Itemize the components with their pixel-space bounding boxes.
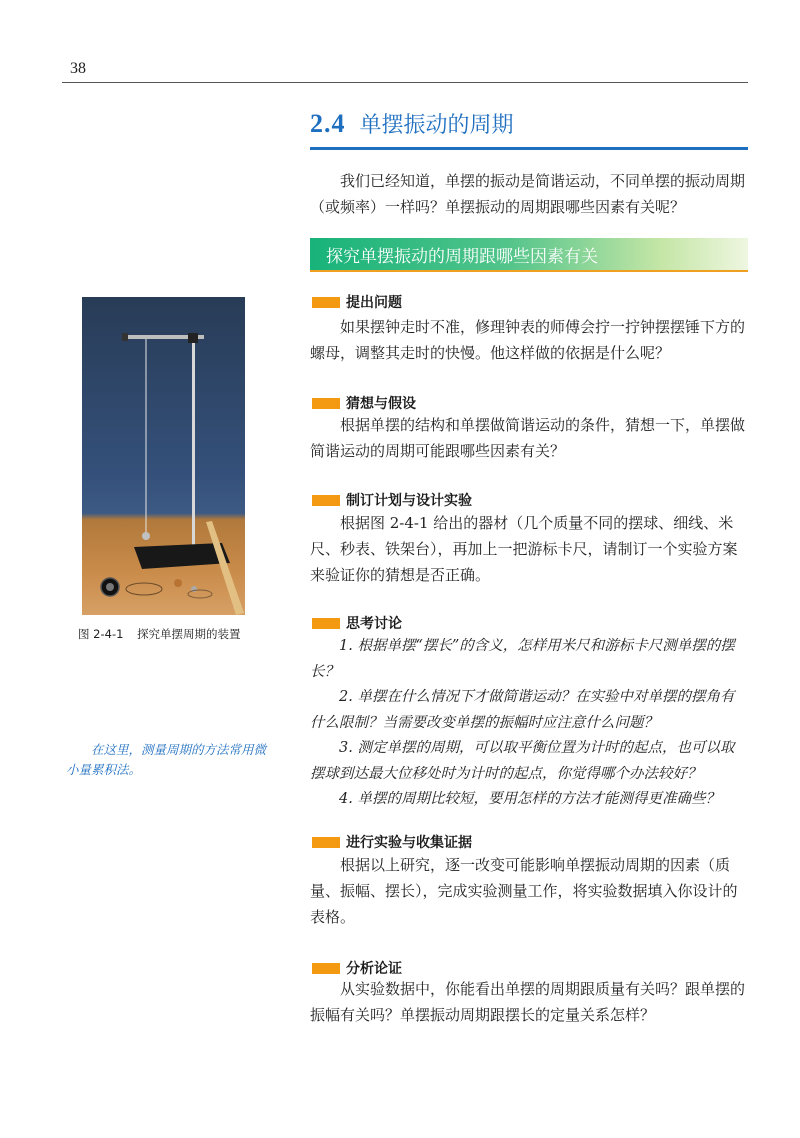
activity-banner-title: 探究单摆振动的周期跟哪些因素有关 [326,246,598,267]
intro-paragraph: 我们已经知道，单摆的振动是简谐运动，不同单摆的振动周期（或频率）一样吗？单摆振动的周期跟哪些因素有关呢？ [310,172,746,216]
pendulum-apparatus-illustration [82,297,245,615]
figure-number: 图 2-4-1 [78,627,124,641]
subhead-marker-icon [312,297,340,308]
activity-banner [310,238,748,272]
figure-caption-text: 探究单摆周期的装置 [137,627,241,641]
discussion-item: 4. 单摆的周期比较短，要用怎样的方法才能测得更准确些？ [339,791,720,807]
subhead-marker-icon [312,495,340,506]
discussion-item: 3. 测定单摆的周期，可以取平衡位置为计时的起点，也可以取摆球到达最大位移处时为计时的起点，你觉得哪个办法较好？ [310,740,735,782]
section-number: 2.4 [310,109,346,138]
step-paragraph: 根据图 2-4-1 给出的器材（几个质量不同的摆球、细线、米尺、秒表、铁架台），再加上一把游标卡尺，请制订一个实验方案来验证你的猜想是否正确。 [310,514,738,584]
step-paragraph: 从实验数据中，你能看出单摆的周期跟质量有关吗？跟单摆的振幅有关吗？单摆振动周期跟摆长的定量关系怎样？ [310,980,746,1024]
subhead-label: 思考讨论 [346,616,402,632]
subhead-label: 分析论证 [346,961,402,977]
pendulum-apparatus-photo [82,297,245,615]
subhead-marker-icon [312,837,340,848]
step-paragraph: 根据单摆的结构和单摆做简谐运动的条件，猜想一下，单摆做简谐运动的周期可能跟哪些因素有关？ [310,416,746,460]
subhead-label: 制订计划与设计实验 [346,493,472,509]
header-rule [62,82,748,83]
page-number: 38 [70,60,86,77]
section-title: 单摆振动的周期 [359,113,514,138]
step-paragraph: 如果摆钟走时不准，修理钟表的师傅会拧一拧钟摆摆锤下方的螺母，调整其走时的快慢。他这样做的依据是什么呢？ [310,318,746,362]
subhead-hypothesis [312,393,416,413]
discussion-item: 1. 根据单摆“摆长”的含义，怎样用米尺和游标卡尺测单摆的摆长？ [310,638,735,680]
subhead-discussion [312,613,402,633]
subhead-raise-question [312,292,402,312]
subhead-label: 进行实验与收集证据 [346,835,472,851]
section-rule [310,147,748,150]
subhead-marker-icon [312,618,340,629]
discussion-item: 2. 单摆在什么情况下才做简谐运动？在实验中对单摆的摆角有什么限制？当需要改变单摆的振幅时应注意什么问题？ [310,689,735,731]
subhead-marker-icon [312,963,340,974]
step-paragraph: 根据以上研究，逐一改变可能影响单摆振动周期的因素（质量、振幅、摆长），完成实验测量工作，将实验数据填入你设计的表格。 [310,856,738,926]
section-heading [310,108,748,139]
subhead-label: 提出问题 [346,295,402,311]
subhead-plan-design [312,490,472,510]
figure-caption [78,626,241,642]
margin-note: 在这里，测量周期的方法常用微小量累积法。 [66,742,267,777]
subhead-label: 猜想与假设 [346,396,416,412]
subhead-experiment [312,832,472,852]
subhead-marker-icon [312,398,340,409]
subhead-analysis [312,958,402,978]
